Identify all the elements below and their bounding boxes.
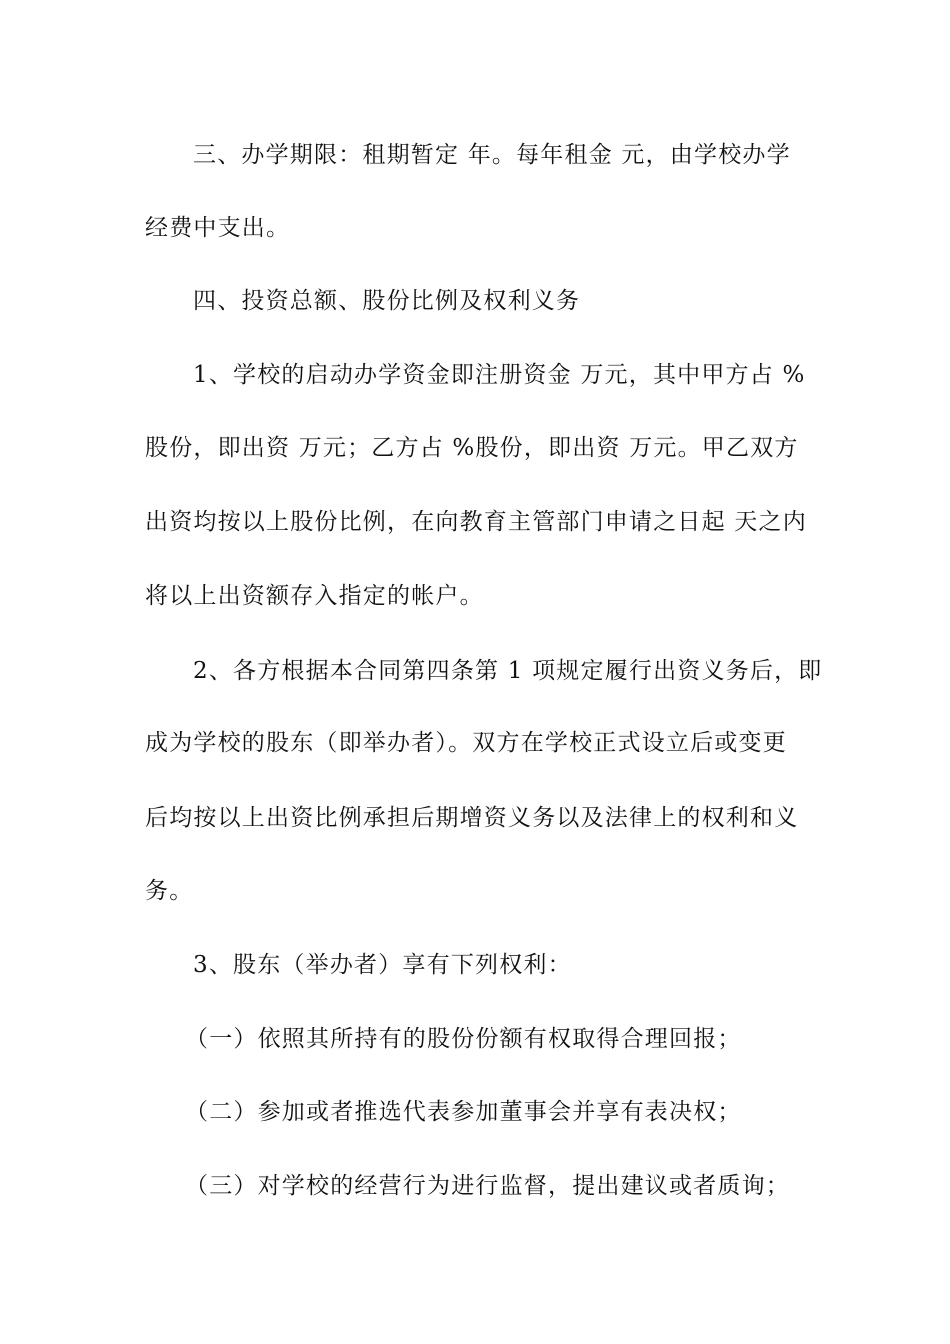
item1-line4: 将以上出资额存入指定的帐户。 [145, 583, 484, 609]
section4-heading: 四、投资总额、股份比例及权利义务 [193, 288, 581, 314]
item1-line1: 1、学校的启动办学资金即注册资金 万元，其中甲方占 % [193, 362, 806, 388]
item2-line4: 务。 [145, 878, 194, 904]
item2-line2: 成为学校的股东（即举办者）。双方在学校正式设立后或变更 [145, 730, 787, 756]
section3-line1: 三、办学期限：租期暂定 年。每年租金 元，由学校办学 [193, 142, 791, 168]
item1-line3: 出资均按以上股份比例，在向教育主管部门申请之日起 天之内 [145, 509, 807, 535]
right-item: （一）依照其所持有的股份份额有权取得合理回报； [185, 1026, 742, 1052]
item1-line2: 股份，即出资 万元；乙方占 %股份，即出资 万元。甲乙双方 [145, 435, 799, 461]
item3-heading: 3、股东（举办者）享有下列权利： [193, 952, 572, 978]
section3-line2: 经费中支出。 [145, 215, 291, 241]
item2-line3: 后均按以上出资比例承担后期增资义务以及法律上的权利和义 [145, 805, 799, 831]
item2-line1: 2、各方根据本合同第四条第 1 项规定履行出资义务后，即 [193, 658, 823, 684]
right-item: （三）对学校的经营行为进行监督，提出建议或者质询； [185, 1173, 790, 1199]
right-item: （二）参加或者推选代表参加董事会并享有表决权； [185, 1099, 742, 1125]
